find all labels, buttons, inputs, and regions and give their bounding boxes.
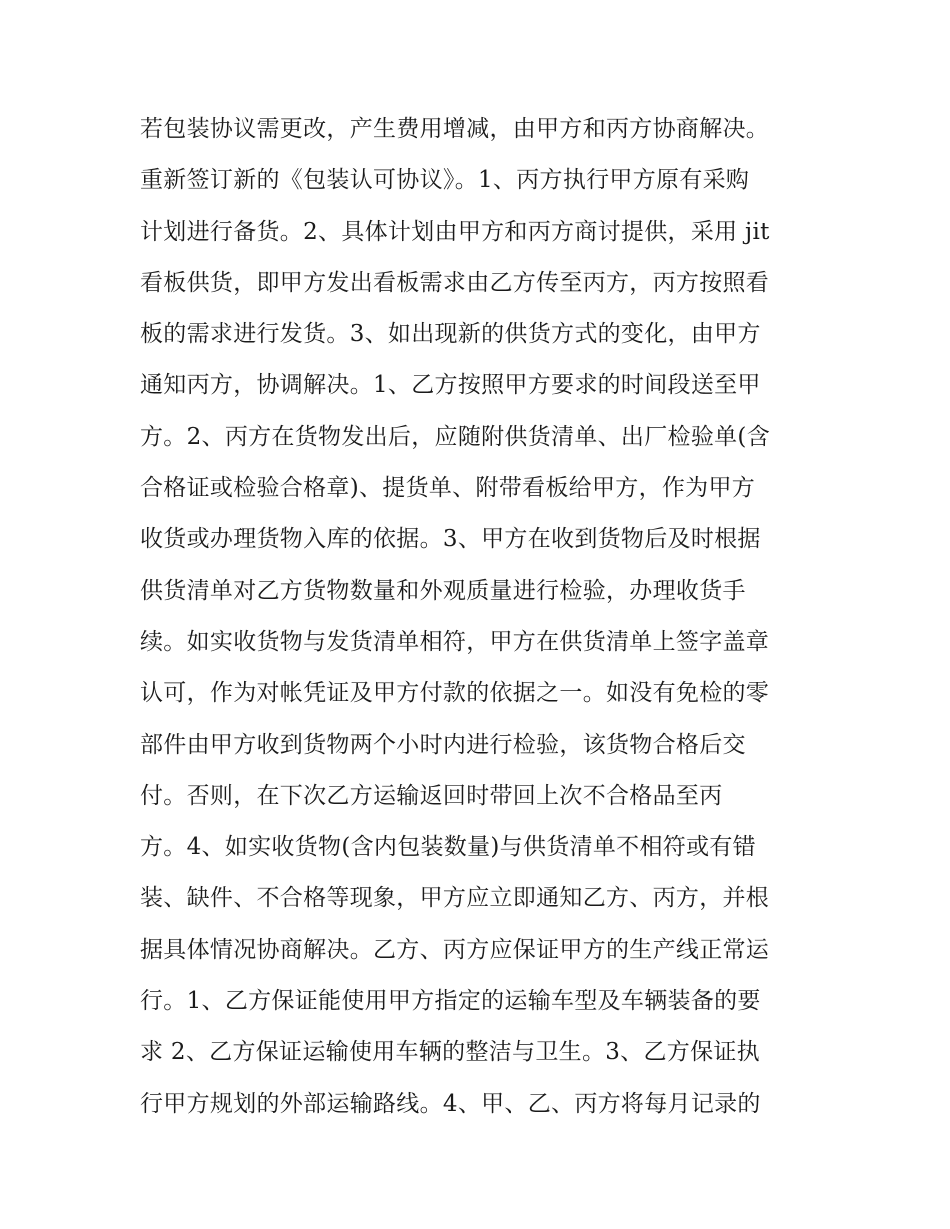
text-line: 收货或办理货物入库的依据。3、甲方在收到货物后及时根据: [140, 526, 761, 553]
text-line: 计划进行备货。2、具体计划由甲方和丙方商讨提供，采用 jit: [140, 218, 770, 245]
text-line: 若包装协议需更改，产生费用增减，由甲方和丙方协商解决。: [140, 116, 770, 142]
text-line: 重新签订新的《包装认可协议》。1、丙方执行甲方原有采购: [140, 167, 750, 194]
text-line: 合格证或检验合格章)、提货单、附带看板给甲方，作为甲方: [140, 475, 756, 502]
text-line: 方。2、丙方在货物发出后，应随附供货清单、出厂检验单(含: [140, 423, 771, 450]
text-line: 装、缺件、不合格等现象，甲方应立即通知乙方、丙方，并根: [140, 885, 770, 912]
text-line: 据具体情况协商解决。乙方、丙方应保证甲方的生产线正常运: [140, 936, 770, 963]
text-line: 板的需求进行发货。3、如出现新的供货方式的变化，由甲方: [140, 321, 761, 348]
text-line: 通知丙方，协调解决。1、乙方按照甲方要求的时间段送至甲: [140, 372, 761, 399]
body-text: [140, 104, 820, 1130]
text-line: 续。如实收货物与发货清单相符，甲方在供货清单上签字盖章: [140, 628, 770, 655]
text-line: 供货清单对乙方货物数量和外观质量进行检验，办理收货手: [140, 577, 746, 604]
text-line: 求 2、乙方保证运输使用车辆的整洁与卫生。3、乙方保证执: [140, 1039, 760, 1066]
text-line: 看板供货，即甲方发出看板需求由乙方传至丙方，丙方按照看: [140, 269, 770, 296]
text-line: 认可，作为对帐凭证及甲方付款的依据之一。如没有免检的零: [140, 680, 770, 707]
text-line: 行。1、乙方保证能使用甲方指定的运输车型及车辆装备的要: [140, 988, 761, 1015]
text-line: 付。否则，在下次乙方运输返回时带回上次不合格品至丙: [140, 782, 723, 809]
text-line: 部件由甲方收到货物两个小时内进行检验，该货物合格后交: [140, 731, 746, 758]
text-line: 行甲方规划的外部运输路线。4、甲、乙、丙方将每月记录的: [140, 1090, 761, 1117]
text-line: 方。4、如实收货物(含内包装数量)与供货清单不相符或有错: [140, 834, 756, 861]
